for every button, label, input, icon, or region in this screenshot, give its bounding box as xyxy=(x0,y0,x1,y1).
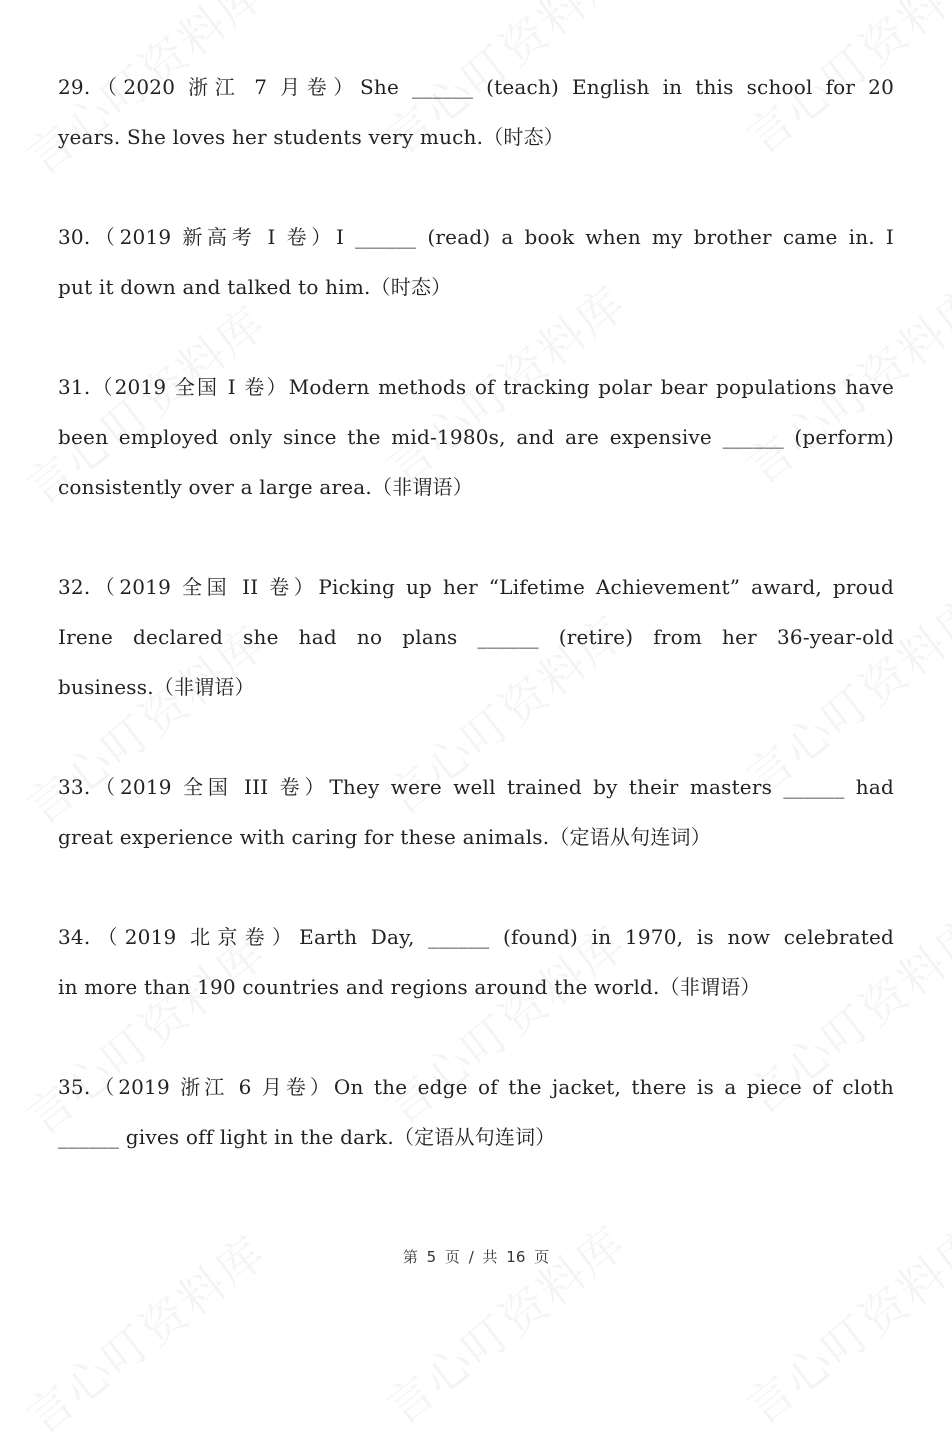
question-33 xyxy=(58,762,894,862)
question-line: in more than 190 countries and regions around the world.（非谓语） xyxy=(58,975,761,999)
question-line: 30.（2019 新高考 I 卷）I ______ (read) a book when my brother came in. I xyxy=(58,225,894,249)
question-30 xyxy=(58,212,894,312)
watermark xyxy=(730,1208,952,1437)
page-number-footer: 第 5 页 / 共 16 页 xyxy=(402,1248,550,1266)
question-line: consistently over a large area.（非谓语） xyxy=(58,475,473,499)
question-line: 31.（2019 全国 I 卷）Modern methods of tracking polar bear populations have xyxy=(58,375,894,399)
question-line: business.（非谓语） xyxy=(58,675,255,699)
question-line: 32.（2019 全国 II 卷）Picking up her “Lifetime Achievement” award, proud xyxy=(58,575,894,599)
question-35 xyxy=(58,1062,894,1162)
question-line: ______ gives off light in the dark.（定语从句连词） xyxy=(58,1125,556,1149)
question-32 xyxy=(58,562,894,712)
question-line: Irene declared she had no plans ______ (retire) from her 36-year-old xyxy=(58,625,894,649)
question-34 xyxy=(58,912,894,1012)
document-page xyxy=(58,62,894,1212)
question-line: been employed only since the mid-1980s, and are expensive ______ (perform) xyxy=(58,425,894,449)
watermark xyxy=(370,1208,638,1437)
question-line: years. She loves her students very much.（时态） xyxy=(58,125,564,149)
question-line: 29.（2020 浙江 7 月卷）She ______ (teach) English in this school for 20 xyxy=(58,75,894,99)
question-line: put it down and talked to him.（时态） xyxy=(58,275,452,299)
question-line: 33.（2019 全国 III 卷）They were well trained by their masters ______ had xyxy=(58,775,894,799)
question-line: great experience with caring for these animals.（定语从句连词） xyxy=(58,825,711,849)
question-29 xyxy=(58,62,894,162)
question-line: 34.（2019 北京卷）Earth Day, ______ (found) in 1970, is now celebrated xyxy=(58,925,894,949)
question-31 xyxy=(58,362,894,512)
question-line: 35.（2019 浙江 6 月卷）On the edge of the jacket, there is a piece of cloth xyxy=(58,1075,894,1099)
